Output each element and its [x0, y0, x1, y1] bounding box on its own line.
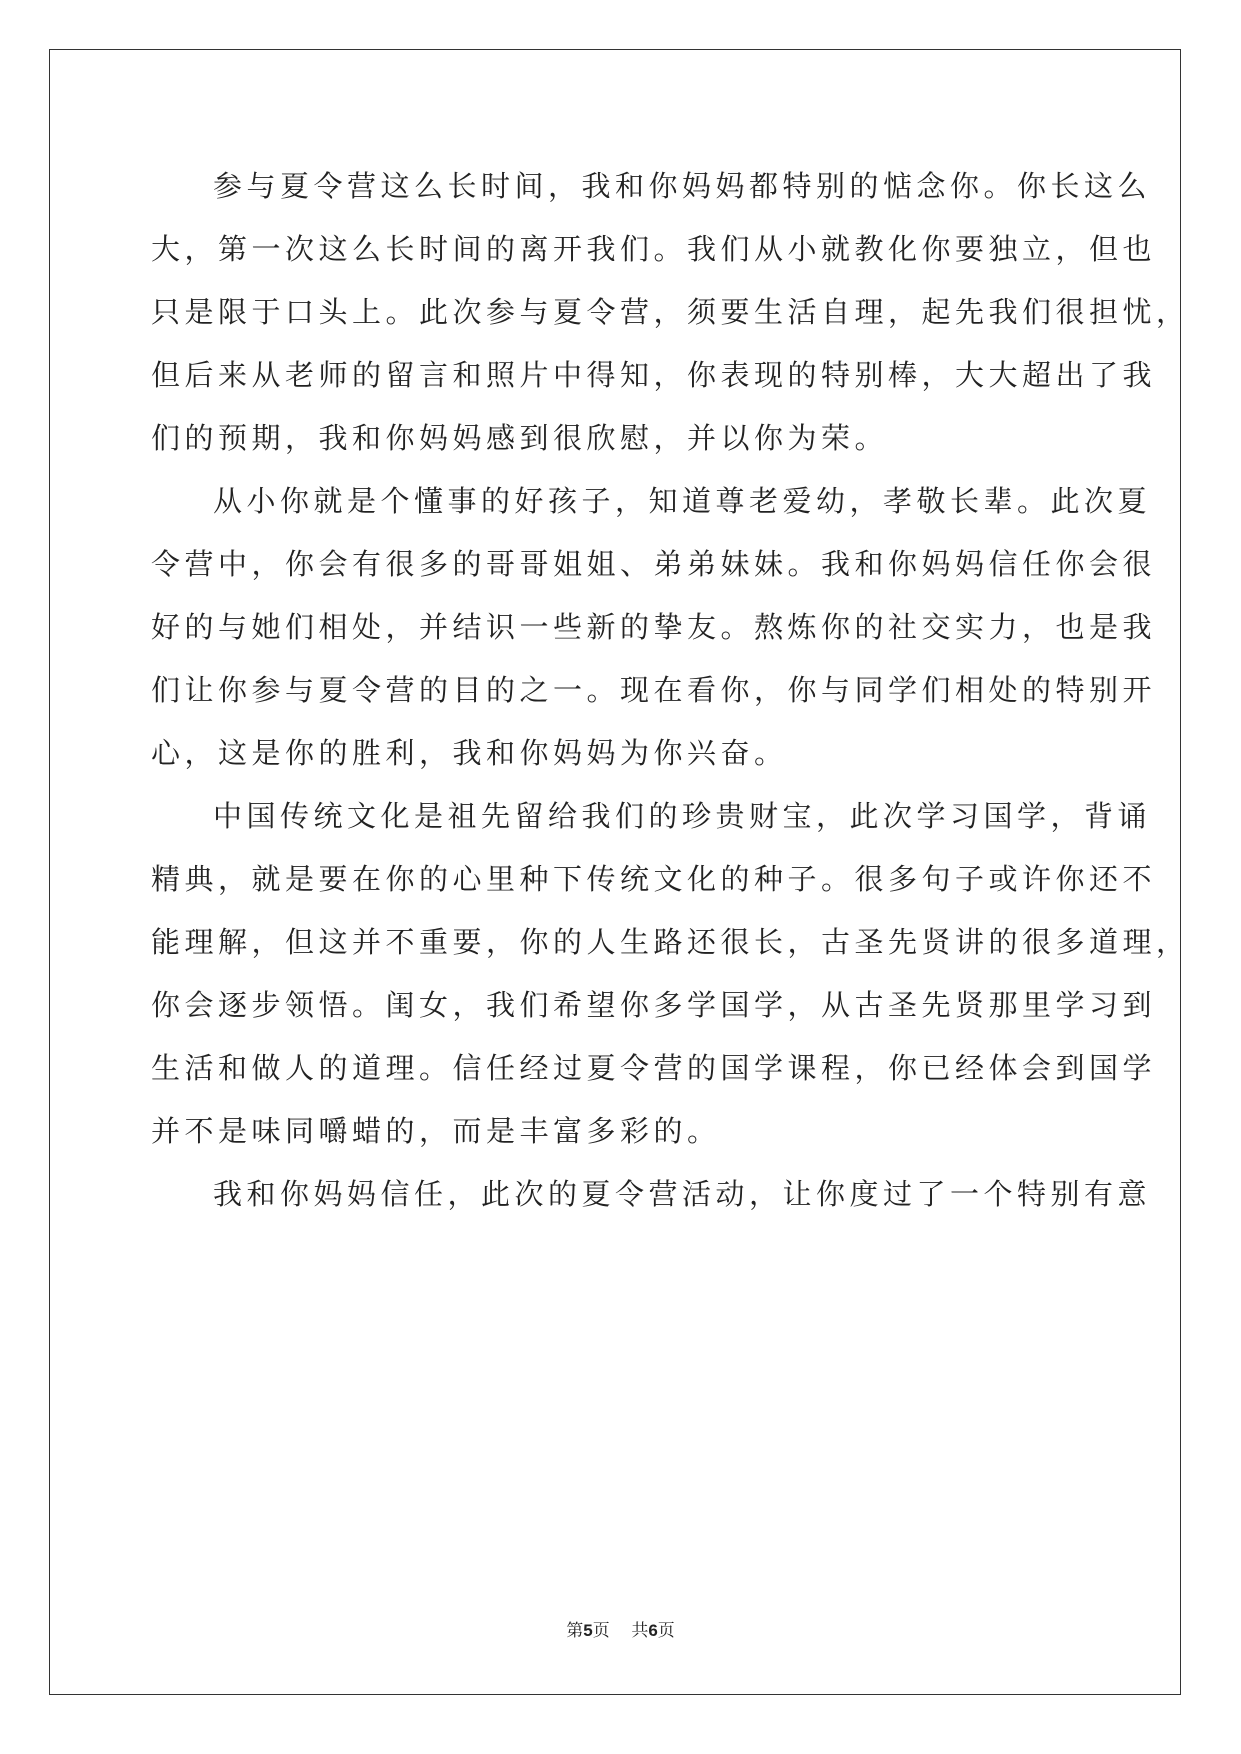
footer-total-number: 6 — [648, 1621, 658, 1640]
paragraph-line: 精典，就是要在你的心里种下传统文化的种子。很多句子或许你还不 — [151, 862, 1157, 896]
paragraph-line: 好的与她们相处，并结识一些新的挚友。熬炼你的社交实力，也是我 — [151, 610, 1157, 644]
paragraph-line: 从小你就是个懂事的好孩子，知道尊老爱幼，孝敬长辈。此次夏 — [213, 484, 1152, 518]
footer-total-suffix: 页 — [657, 1621, 675, 1641]
paragraph-line: 并不是味同嚼蜡的，而是丰富多彩的。 — [151, 1114, 721, 1148]
paragraph-line: 参与夏令营这么长时间，我和你妈妈都特别的惦念你。你长这么 — [213, 169, 1152, 203]
paragraph-line: 我和你妈妈信任，此次的夏令营活动，让你度过了一个特别有意 — [213, 1177, 1152, 1211]
paragraph-line: 只是限于口头上。此次参与夏令营，须要生活自理，起先我们很担忧， — [151, 295, 1190, 329]
footer-page-number: 5 — [583, 1621, 593, 1640]
paragraph-line: 中国传统文化是祖先留给我们的珍贵财宝，此次学习国学，背诵 — [213, 799, 1152, 833]
paragraph-line: 能理解，但这并不重要，你的人生路还很长，古圣先贤讲的很多道理， — [151, 925, 1190, 959]
paragraph-line: 心，这是你的胜利，我和你妈妈为你兴奋。 — [151, 736, 788, 770]
page-footer — [0, 1616, 1241, 1641]
footer-total-prefix: 共 — [631, 1621, 649, 1641]
paragraph-line: 但后来从老师的留言和照片中得知，你表现的特别棒，大大超出了我 — [151, 358, 1157, 392]
paragraph-line: 大，第一次这么长时间的离开我们。我们从小就教化你要独立，但也 — [151, 232, 1157, 266]
footer-page-suffix: 页 — [592, 1621, 610, 1641]
paragraph-line: 们的预期，我和你妈妈感到很欣慰，并以你为荣。 — [151, 421, 889, 455]
paragraph-line: 们让你参与夏令营的目的之一。现在看你，你与同学们相处的特别开 — [151, 673, 1157, 707]
paragraph-line: 你会逐步领悟。闺女，我们希望你多学国学，从古圣先贤那里学习到 — [151, 988, 1157, 1022]
footer-page-prefix: 第 — [566, 1621, 584, 1641]
paragraph-line: 生活和做人的道理。信任经过夏令营的国学课程，你已经体会到国学 — [151, 1051, 1157, 1085]
paragraph-line: 令营中，你会有很多的哥哥姐姐、弟弟妹妹。我和你妈妈信任你会很 — [151, 547, 1157, 581]
